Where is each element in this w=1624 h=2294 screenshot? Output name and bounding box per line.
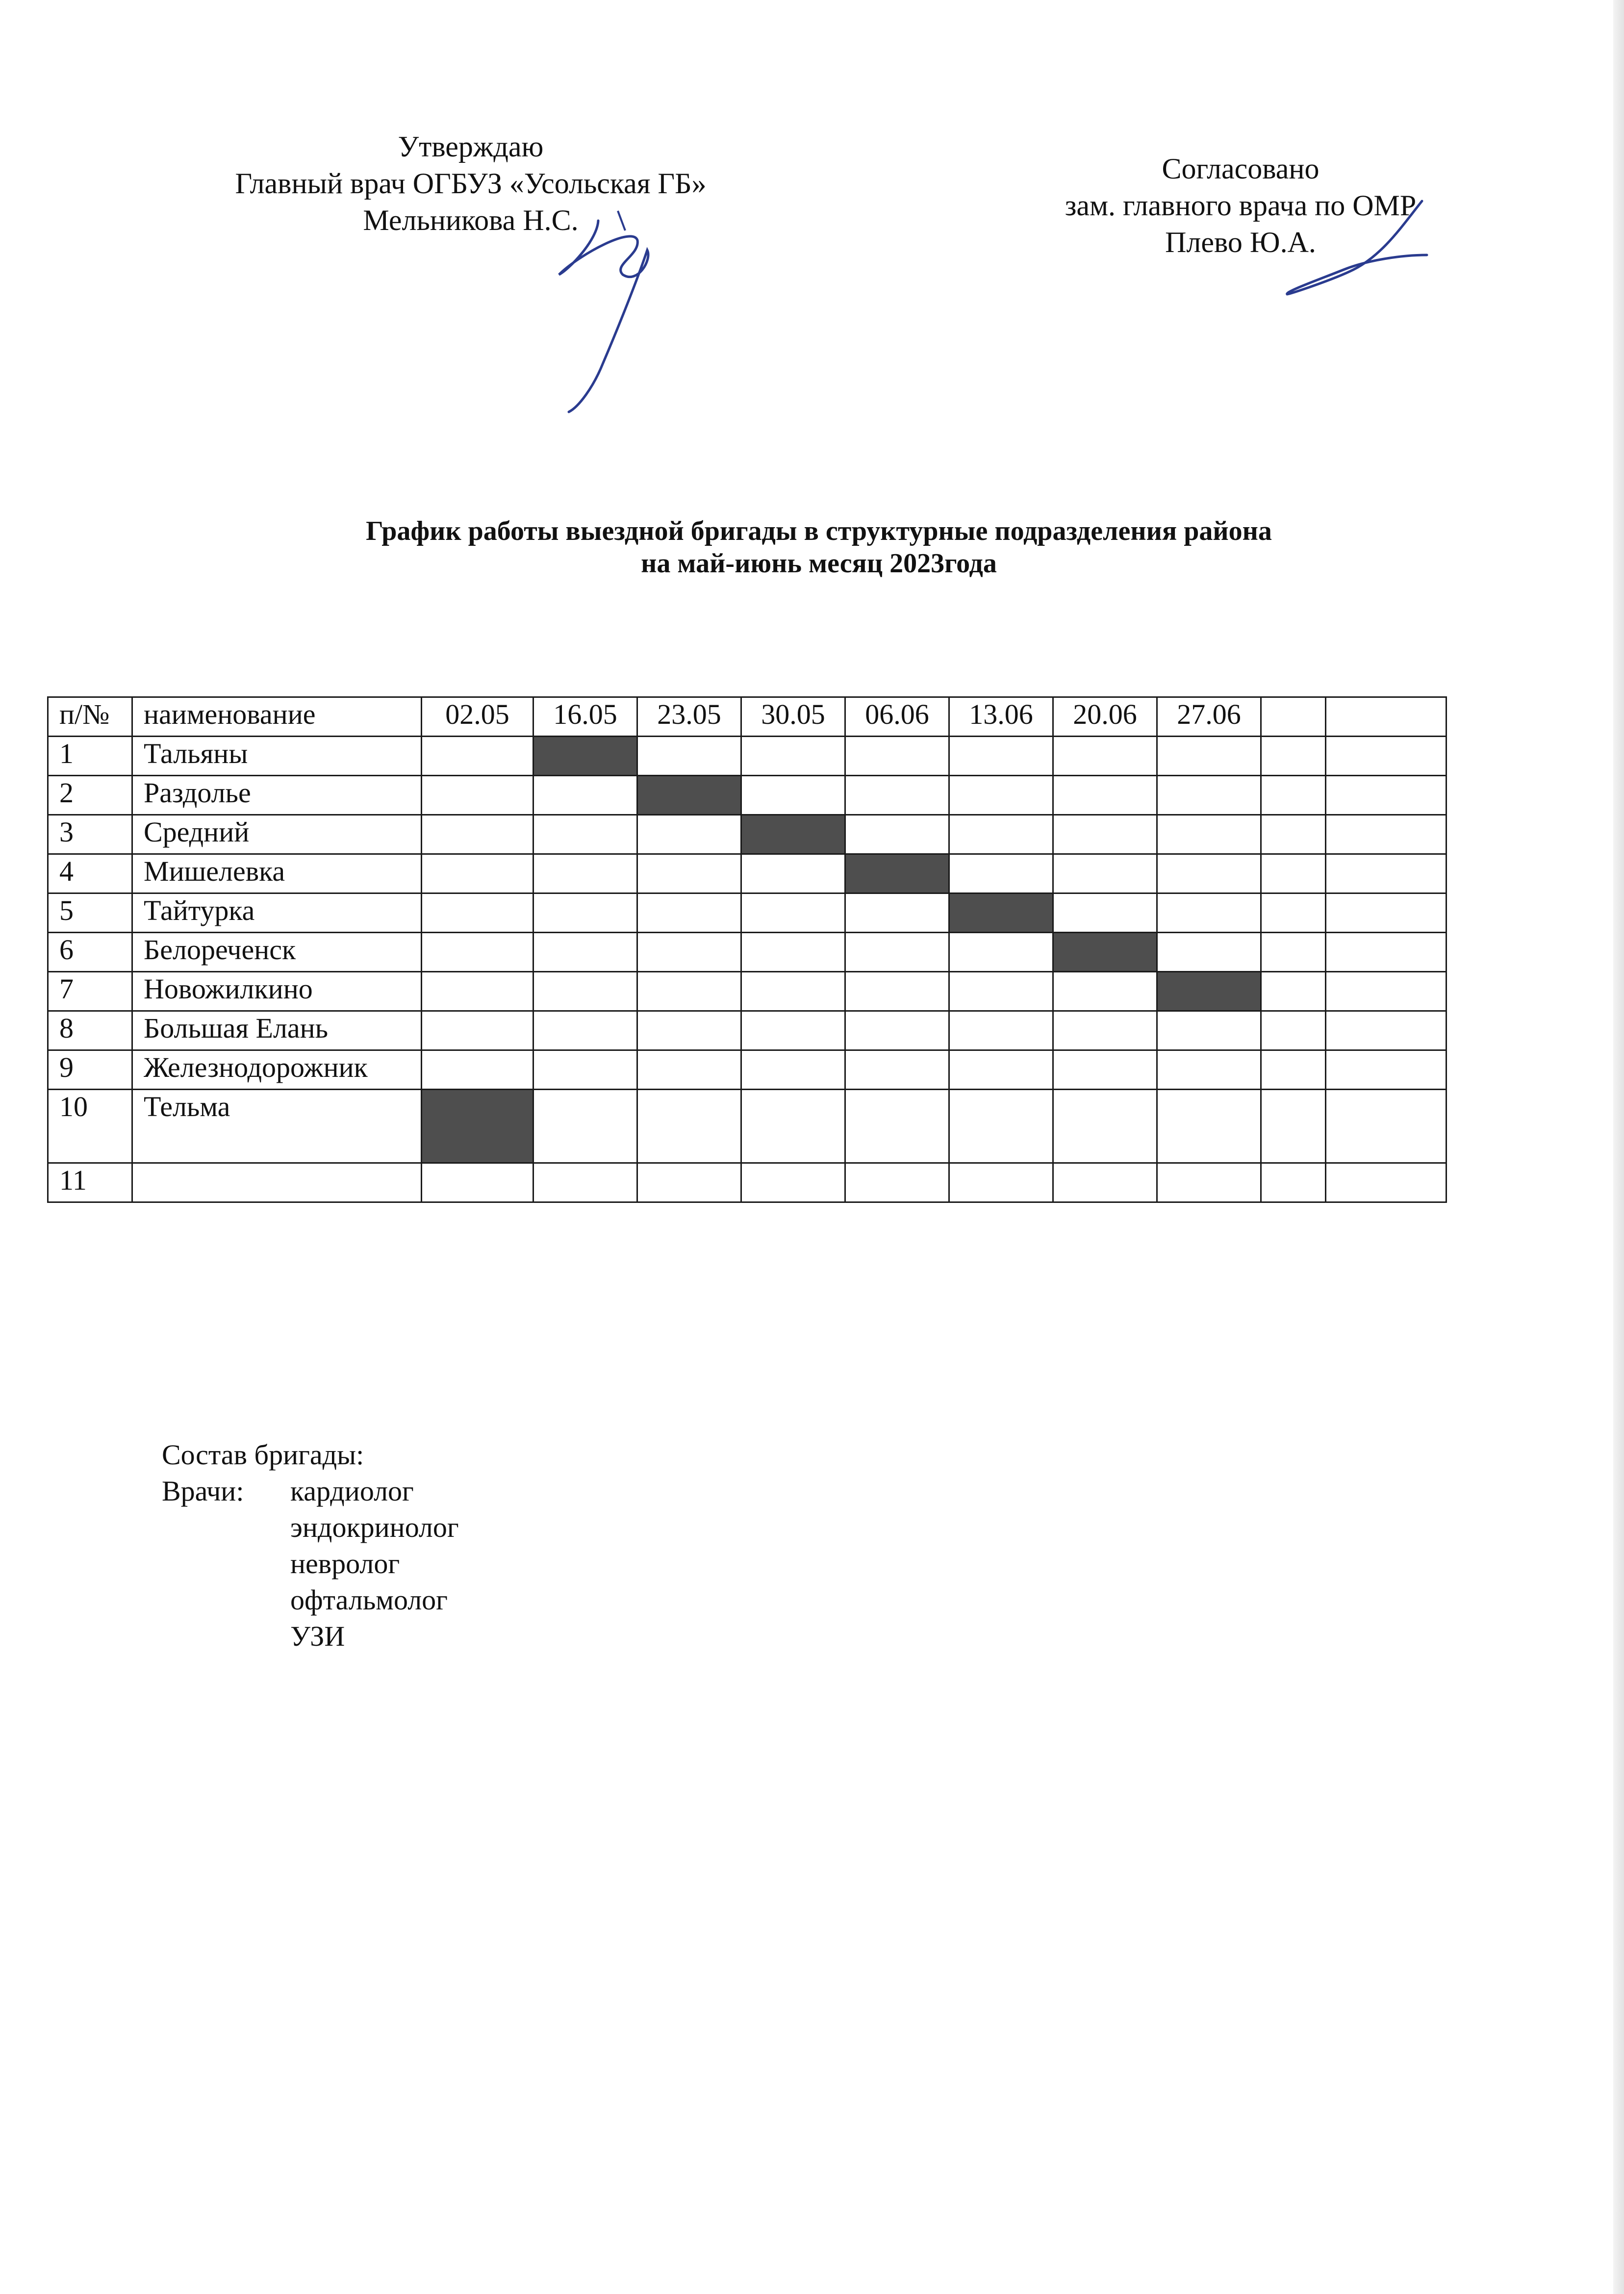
empty-cell: [1261, 1050, 1326, 1090]
approval-block: [162, 128, 780, 239]
empty-cell: [637, 933, 741, 972]
visit-cell: [949, 893, 1053, 933]
header-date: 30.05: [741, 697, 845, 737]
empty-cell: [1157, 893, 1261, 933]
doctor-item: эндокринолог: [290, 1511, 459, 1543]
empty-cell: [741, 893, 845, 933]
empty-cell: [1053, 737, 1157, 776]
row-number: 5: [48, 893, 132, 933]
approval-line-2: Главный врач ОГБУЗ «Усольская ГБ»: [235, 167, 707, 200]
doctors-label: Врачи:: [162, 1475, 244, 1507]
empty-cell: [1157, 1090, 1261, 1163]
table-row: [48, 1050, 1446, 1090]
empty-cell: [1053, 1050, 1157, 1090]
empty-cell: [1157, 933, 1261, 972]
agreement-signature: [1275, 196, 1432, 309]
approval-line-1: Утверждаю: [398, 130, 544, 163]
header-name: наименование: [132, 697, 422, 737]
empty-cell: [1261, 1090, 1326, 1163]
empty-cell: [949, 776, 1053, 815]
empty-cell: [1326, 1090, 1446, 1163]
empty-cell: [741, 1090, 845, 1163]
empty-cell: [533, 854, 637, 893]
agreement-line-2: зам. главного врача по ОМР: [1065, 189, 1417, 222]
crew-title: Состав бригады:: [162, 1439, 364, 1471]
visit-cell: [422, 1090, 533, 1163]
empty-cell: [949, 1163, 1053, 1202]
doctor-item: кардиолог: [290, 1475, 414, 1507]
empty-cell: [1053, 1011, 1157, 1050]
empty-cell: [533, 1163, 637, 1202]
empty-cell: [533, 893, 637, 933]
empty-cell: [1261, 854, 1326, 893]
row-name: Железнодорожник: [132, 1050, 422, 1090]
table-row: [48, 737, 1446, 776]
doctors-list: [290, 1473, 459, 1655]
empty-cell: [1326, 776, 1446, 815]
empty-cell: [845, 893, 949, 933]
visit-cell: [741, 815, 845, 854]
visit-cell: [845, 854, 949, 893]
empty-cell: [422, 1050, 533, 1090]
empty-cell: [422, 737, 533, 776]
empty-cell: [1053, 893, 1157, 933]
table-row: [48, 815, 1446, 854]
row-name: [132, 1163, 422, 1202]
crew-section: [162, 1437, 459, 1652]
row-number: 10: [48, 1090, 132, 1163]
visit-cell: [1053, 933, 1157, 972]
row-number: 4: [48, 854, 132, 893]
empty-cell: [533, 815, 637, 854]
header-date: [1326, 697, 1446, 737]
empty-cell: [845, 1011, 949, 1050]
header-date: 02.05: [422, 697, 533, 737]
empty-cell: [845, 972, 949, 1011]
empty-cell: [845, 737, 949, 776]
empty-cell: [845, 1163, 949, 1202]
table-row: [48, 933, 1446, 972]
empty-cell: [741, 1163, 845, 1202]
empty-cell: [1326, 893, 1446, 933]
row-name: Тайтурка: [132, 893, 422, 933]
empty-cell: [845, 1090, 949, 1163]
empty-cell: [1261, 776, 1326, 815]
empty-cell: [845, 1050, 949, 1090]
visit-cell: [637, 776, 741, 815]
empty-cell: [1053, 1163, 1157, 1202]
empty-cell: [533, 1050, 637, 1090]
empty-cell: [637, 893, 741, 933]
empty-cell: [741, 933, 845, 972]
empty-cell: [1326, 972, 1446, 1011]
visit-cell: [1157, 972, 1261, 1011]
empty-cell: [1261, 893, 1326, 933]
header-date: [1261, 697, 1326, 737]
empty-cell: [637, 972, 741, 1011]
table-row: [48, 1163, 1446, 1202]
empty-cell: [1261, 815, 1326, 854]
empty-cell: [949, 854, 1053, 893]
row-number: 2: [48, 776, 132, 815]
row-number: 8: [48, 1011, 132, 1050]
agreement-line-1: Согласовано: [1162, 153, 1320, 185]
header-date: 13.06: [949, 697, 1053, 737]
empty-cell: [949, 1050, 1053, 1090]
empty-cell: [637, 1163, 741, 1202]
empty-cell: [1157, 815, 1261, 854]
empty-cell: [741, 737, 845, 776]
row-name: Мишелевка: [132, 854, 422, 893]
empty-cell: [949, 1090, 1053, 1163]
header-date: 16.05: [533, 697, 637, 737]
doctor-item: невролог: [290, 1548, 400, 1580]
table-header-row: [48, 697, 1446, 737]
row-name: Белореченск: [132, 933, 422, 972]
empty-cell: [949, 933, 1053, 972]
title-line-2: на май-июнь месяц 2023года: [641, 548, 997, 579]
empty-cell: [949, 815, 1053, 854]
doctor-item: УЗИ: [290, 1620, 345, 1652]
empty-cell: [1261, 1011, 1326, 1050]
row-number: 6: [48, 933, 132, 972]
empty-cell: [533, 933, 637, 972]
header-date: 20.06: [1053, 697, 1157, 737]
empty-cell: [1053, 776, 1157, 815]
empty-cell: [637, 815, 741, 854]
header-num: п/№: [48, 697, 132, 737]
row-number: 7: [48, 972, 132, 1011]
table-row: [48, 1090, 1446, 1163]
page-edge: [1613, 0, 1624, 2294]
empty-cell: [637, 854, 741, 893]
document-title: [196, 515, 1442, 580]
empty-cell: [845, 815, 949, 854]
row-number: 11: [48, 1163, 132, 1202]
empty-cell: [422, 776, 533, 815]
empty-cell: [949, 1011, 1053, 1050]
empty-cell: [1053, 854, 1157, 893]
table-row: [48, 854, 1446, 893]
title-line-1: График работы выездной бригады в структурные подразделения района: [366, 516, 1272, 546]
empty-cell: [1157, 854, 1261, 893]
empty-cell: [533, 776, 637, 815]
empty-cell: [1157, 1163, 1261, 1202]
empty-cell: [741, 1011, 845, 1050]
empty-cell: [1053, 1090, 1157, 1163]
empty-cell: [422, 815, 533, 854]
header-date: 06.06: [845, 697, 949, 737]
empty-cell: [1157, 737, 1261, 776]
empty-cell: [1326, 1163, 1446, 1202]
header-date: 23.05: [637, 697, 741, 737]
empty-cell: [1261, 933, 1326, 972]
row-name: Новожилкино: [132, 972, 422, 1011]
empty-cell: [845, 933, 949, 972]
empty-cell: [422, 893, 533, 933]
empty-cell: [422, 1011, 533, 1050]
row-name: Средний: [132, 815, 422, 854]
empty-cell: [1326, 737, 1446, 776]
empty-cell: [1326, 1011, 1446, 1050]
table-row: [48, 893, 1446, 933]
row-name: Большая Елань: [132, 1011, 422, 1050]
table-row: [48, 1011, 1446, 1050]
empty-cell: [1157, 1050, 1261, 1090]
empty-cell: [949, 737, 1053, 776]
empty-cell: [1157, 776, 1261, 815]
empty-cell: [1261, 1163, 1326, 1202]
row-number: 3: [48, 815, 132, 854]
row-name: Тельма: [132, 1090, 422, 1163]
empty-cell: [1053, 972, 1157, 1011]
empty-cell: [949, 972, 1053, 1011]
schedule-table: [47, 696, 1447, 1203]
row-name: Тальяны: [132, 737, 422, 776]
empty-cell: [1053, 815, 1157, 854]
approval-line-3: Мельникова Н.С.: [363, 204, 579, 236]
empty-cell: [422, 854, 533, 893]
table-row: [48, 972, 1446, 1011]
empty-cell: [637, 1011, 741, 1050]
row-number: 1: [48, 737, 132, 776]
header-date: 27.06: [1157, 697, 1261, 737]
empty-cell: [1261, 737, 1326, 776]
row-number: 9: [48, 1050, 132, 1090]
empty-cell: [741, 972, 845, 1011]
empty-cell: [741, 1050, 845, 1090]
empty-cell: [741, 776, 845, 815]
empty-cell: [533, 1090, 637, 1163]
row-name: Раздолье: [132, 776, 422, 815]
empty-cell: [1157, 1011, 1261, 1050]
empty-cell: [637, 1090, 741, 1163]
empty-cell: [1326, 854, 1446, 893]
visit-cell: [533, 737, 637, 776]
empty-cell: [637, 737, 741, 776]
approval-signature: [539, 201, 686, 417]
agreement-line-3: Плево Ю.А.: [1165, 226, 1316, 258]
empty-cell: [533, 972, 637, 1011]
empty-cell: [422, 972, 533, 1011]
empty-cell: [422, 933, 533, 972]
empty-cell: [741, 854, 845, 893]
empty-cell: [533, 1011, 637, 1050]
empty-cell: [845, 776, 949, 815]
table-row: [48, 776, 1446, 815]
empty-cell: [637, 1050, 741, 1090]
empty-cell: [1326, 1050, 1446, 1090]
empty-cell: [1326, 933, 1446, 972]
empty-cell: [422, 1163, 533, 1202]
empty-cell: [1326, 815, 1446, 854]
empty-cell: [1261, 972, 1326, 1011]
doctor-item: офтальмолог: [290, 1584, 448, 1616]
